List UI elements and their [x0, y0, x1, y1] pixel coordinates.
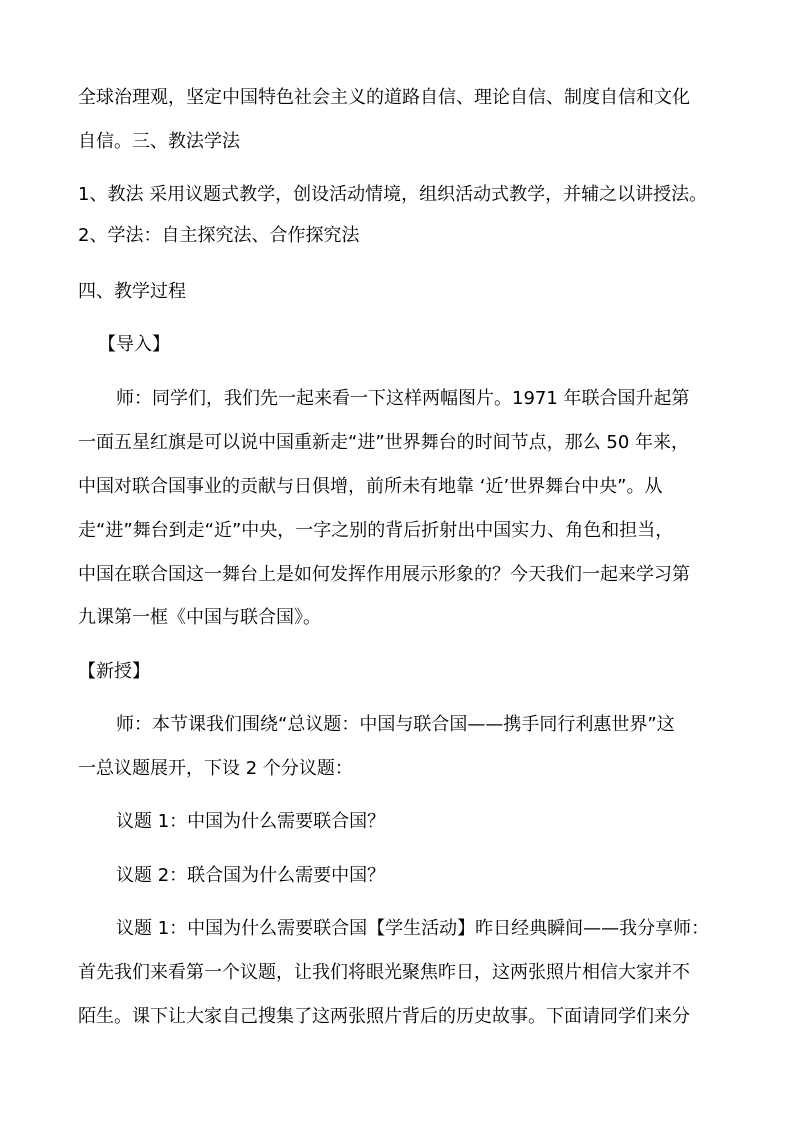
subsection-heading: 【新授】	[78, 661, 150, 682]
paragraph-line: 2、学法：自主探究法、合作探究法	[78, 225, 360, 246]
paragraph-line: 一总议题展开，下设 2 个分议题：	[78, 758, 353, 779]
paragraph-line: 中国在联合国这一舞台上是如何发挥作用展示形象的？今天我们一起来学习第	[78, 564, 690, 585]
paragraph-line: 全球治理观，坚定中国特色社会主义的道路自信、理论自信、制度自信和文化	[78, 87, 690, 108]
paragraph-line: 议题 1：中国为什么需要联合国【学生活动】昨日经典瞬间——我分享师：	[116, 918, 710, 939]
paragraph-line: 中国对联合国事业的贡献与日俱增，前所未有地靠 ‘近’世界舞台中央”。从	[78, 476, 663, 497]
section-heading: 四、教学过程	[78, 281, 186, 302]
topic-item: 议题 2：联合国为什么需要中国？	[116, 865, 386, 886]
paragraph-line: 九课第一框《中国与联合国》。	[78, 607, 321, 628]
paragraph-line: 自信。三、教法学法	[78, 131, 240, 152]
paragraph-line: 1、教法 采用议题式教学，创设活动情境，组织活动式教学，并辅之以讲授法。	[78, 184, 708, 205]
paragraph-line: 首先我们来看第一个议题，让我们将眼光聚焦昨日，这两张照片相信大家并不	[78, 962, 690, 983]
paragraph-line: 师：同学们，我们先一起来看一下这样两幅图片。1971 年联合国升起第	[116, 388, 690, 409]
paragraph-line: 陌生。课下让大家自己搜集了这两张照片背后的历史故事。下面请同学们来分	[78, 1006, 690, 1027]
subsection-heading: 【导入】	[98, 334, 170, 355]
paragraph-line: 走“进”舞台到走“近”中央，一字之别的背后折射出中国实力、角色和担当，	[78, 520, 674, 541]
paragraph-line: 一面五星红旗是可以说中国重新走“进”世界舞台的时间节点，那么 50 年来，	[78, 432, 689, 453]
paragraph-line: 师：本节课我们围绕“总议题：中国与联合国——携手同行利惠世界”这	[116, 714, 675, 735]
topic-item: 议题 1：中国为什么需要联合国？	[116, 811, 386, 832]
